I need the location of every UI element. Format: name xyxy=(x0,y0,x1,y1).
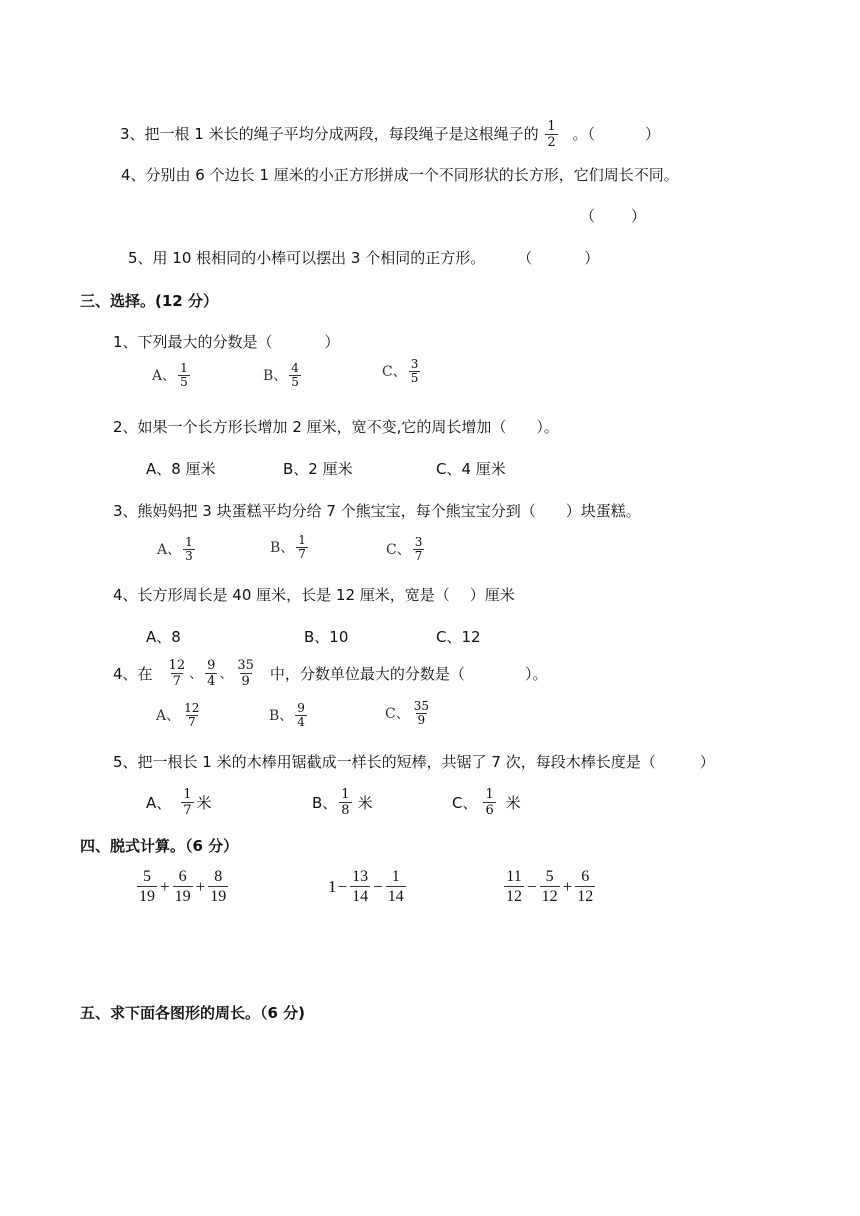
calc-expression-2: 1 − $\frac{13}{14}$ − $\frac{1}{14}$ xyxy=(328,868,404,905)
choice-q1-option-a[interactable]: A、 $\frac{1}{5}$ xyxy=(152,361,188,389)
choice-q3-option-b[interactable]: B、 $\frac{1}{7}$ xyxy=(270,533,306,561)
choice-q4a-option-b[interactable]: B、10 xyxy=(304,628,349,646)
calc-expression-1: 5 19 + $\frac{6}{19}$ + $\frac{8}{19}$ xyxy=(139,868,227,905)
choice-q2-option-b[interactable]: B、2 厘米 xyxy=(283,460,353,478)
answer-paren[interactable]: （ ） xyxy=(580,207,647,225)
choice-q4b-option-b[interactable]: B、 $\frac{9}{4}$ xyxy=(269,701,305,729)
section-title: 五、求下面各图形的周长。（6 分) xyxy=(80,1004,306,1022)
choice-q3-option-a[interactable]: A、 $\frac{1}{3}$ xyxy=(157,535,193,563)
choice-q3: 3、熊妈妈把 3 块蛋糕平均分给 7 个熊宝宝，每个熊宝宝分到（ ）块蛋糕。 xyxy=(113,502,641,520)
answer-paren[interactable]: （ ） xyxy=(517,249,600,267)
choice-q4a: 4、长方形周长是 40 厘米，长是 12 厘米，宽是（ ）厘米 xyxy=(113,586,515,604)
choice-q1: 1、下列最大的分数是（ ） xyxy=(113,333,340,351)
choice-q2: 2、如果一个长方形长增加 2 厘米，宽不变,它的周长增加（ ）。 xyxy=(113,418,559,436)
choice-q4b: 4、在 12 7 、 9 4 、 35 9 中，分数单位最大的分数是（ ）。 xyxy=(113,657,548,689)
choice-q3-option-c[interactable]: C、 $\frac{3}{7}$ xyxy=(386,535,423,563)
choice-q2-option-c[interactable]: C、4 厘米 xyxy=(436,460,506,478)
choice-q2-option-a[interactable]: A、8 厘米 xyxy=(146,460,216,478)
choice-q4a-option-a[interactable]: A、8 xyxy=(146,628,181,646)
choice-q4a-option-c[interactable]: C、12 xyxy=(436,628,481,646)
judge-q3-text: 3、把一根 1 米长的绳子平均分成两段，每段绳子是这根绳子的 xyxy=(120,125,539,143)
choice-q5-option-b[interactable]: B、 1 8 米 xyxy=(312,786,373,818)
choice-q1-option-c[interactable]: C、 $\frac{3}{5}$ xyxy=(382,357,419,385)
fraction: $\frac{1}{2}$ xyxy=(547,119,556,150)
choice-q5-option-c[interactable]: C、 1 6 米 xyxy=(452,786,521,818)
choice-q4b-option-a[interactable]: A、 $\frac{12}{7}$ xyxy=(156,701,200,729)
section-title: 三、选择。(12 分） xyxy=(80,292,218,310)
choice-q5: 5、把一根长 1 米的木棒用锯截成一样长的短棒，共锯了 7 次，每段木棒长度是（ ） xyxy=(113,753,715,771)
judge-q5: 5、用 10 根相同的小棒可以摆出 3 个相同的正方形。 （ ） xyxy=(128,249,600,267)
section-title: 四、脱式计算。（6 分） xyxy=(80,837,239,855)
choice-q5-option-a[interactable]: A、 1 7 米 xyxy=(146,786,212,818)
judge-q4: 4、分别由 6 个边长 1 厘米的小正方形拼成一个不同形状的长方形，它们周长不同。 xyxy=(121,166,679,184)
calc-expression-3: 11 12 − $\frac{5}{12}$ + $\frac{6}{12}$ xyxy=(506,868,594,905)
choice-q1-option-b[interactable]: B、 $\frac{4}{5}$ xyxy=(263,361,299,389)
choice-q4b-option-c[interactable]: C、 $\frac{35}{9}$ xyxy=(385,699,429,727)
judge-q3: 3、把一根 1 米长的绳子平均分成两段，每段绳子是这根绳子的 $\frac{1}{2}$ 。（ ） xyxy=(120,119,661,150)
